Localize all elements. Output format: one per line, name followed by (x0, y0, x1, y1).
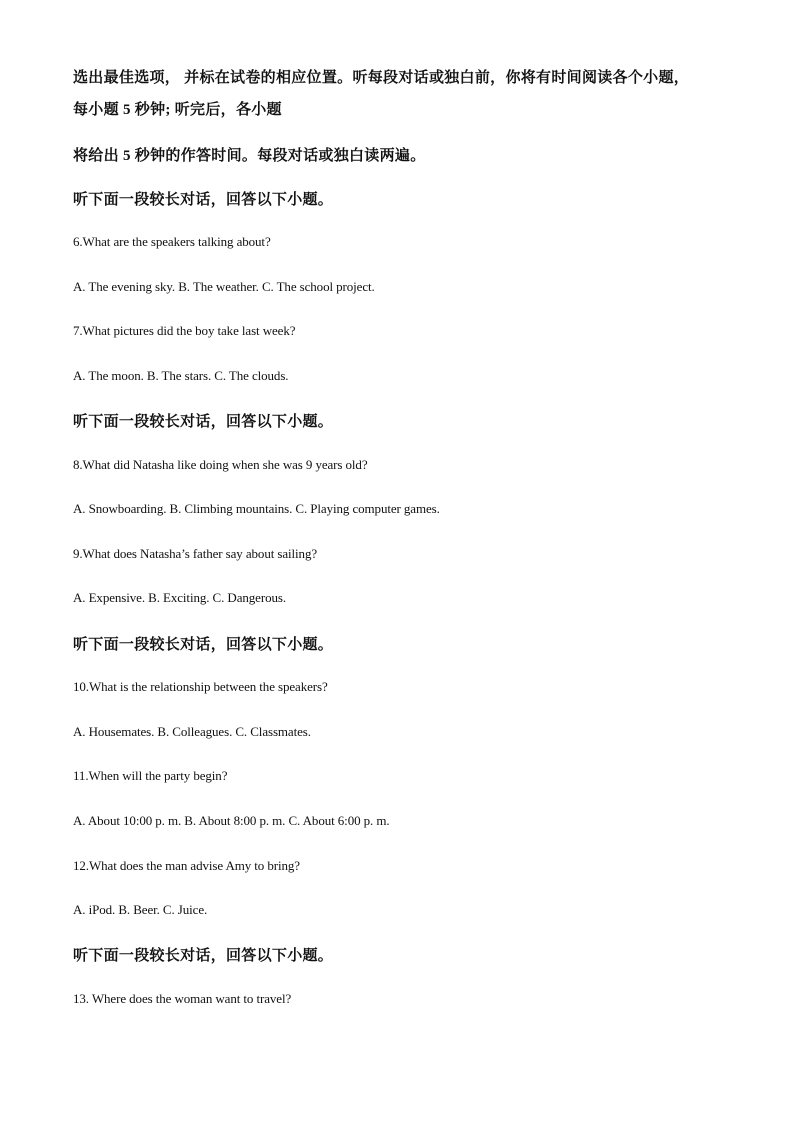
instruction-line-2: 每小题 5 秒钟; 听完后，各小题 (73, 102, 282, 118)
instruction-line-1: 选出最佳选项， 并标在试卷的相应位置。听每段对话或独白前，你将有时间阅读各个小题， (73, 70, 690, 86)
options-10: A. Housemates. B. Colleagues. C. Classmates. (73, 724, 311, 739)
question-7: 7.What pictures did the boy take last week? (73, 323, 296, 338)
question-8: 8.What did Natasha like doing when she was 9 years old? (73, 457, 368, 472)
options-11: A. About 10:00 p. m. B. About 8:00 p. m. C. About 6:00 p. m. (73, 813, 390, 828)
question-13: 13. Where does the woman want to travel? (73, 991, 292, 1006)
options-7: A. The moon. B. The stars. C. The clouds. (73, 368, 289, 383)
options-9: A. Expensive. B. Exciting. C. Dangerous. (73, 590, 286, 605)
question-10: 10.What is the relationship between the speakers? (73, 679, 328, 694)
section-heading: 听下面一段较长对话，回答以下小题。 (73, 948, 334, 964)
section-heading: 听下面一段较长对话，回答以下小题。 (73, 414, 334, 430)
question-9: 9.What does Natasha’s father say about sailing? (73, 546, 318, 561)
question-11: 11.When will the party begin? (73, 768, 228, 783)
section-heading: 听下面一段较长对话，回答以下小题。 (73, 637, 334, 653)
section-heading: 听下面一段较长对话，回答以下小题。 (73, 192, 334, 208)
options-8: A. Snowboarding. B. Climbing mountains. C. Playing computer games. (73, 501, 440, 516)
options-6: A. The evening sky. B. The weather. C. The school project. (73, 279, 375, 294)
question-12: 12.What does the man advise Amy to bring? (73, 858, 300, 873)
instruction-line-3: 将给出 5 秒钟的作答时间。每段对话或独白读两遍。 (73, 148, 426, 164)
question-6: 6.What are the speakers talking about? (73, 234, 271, 249)
options-12: A. iPod. B. Beer. C. Juice. (73, 902, 208, 917)
